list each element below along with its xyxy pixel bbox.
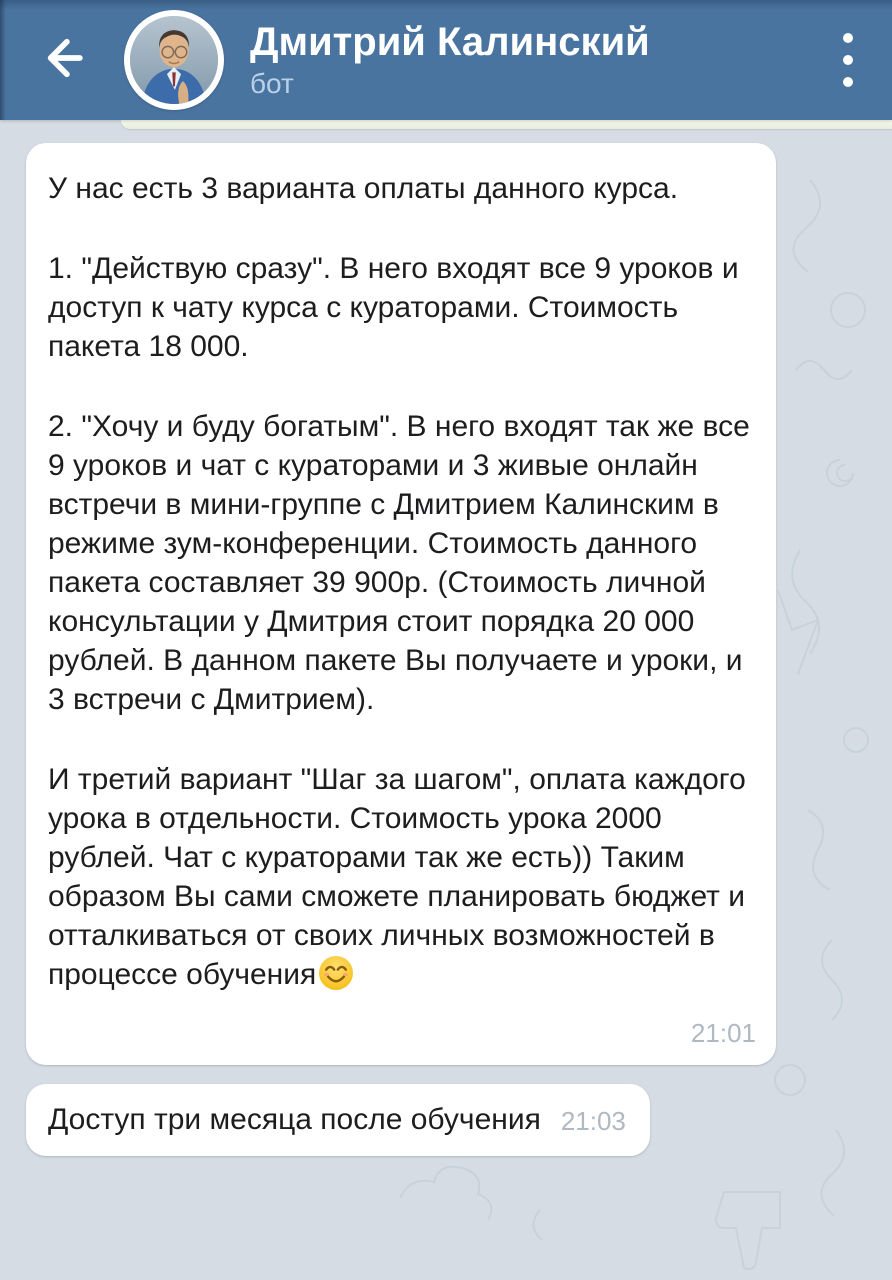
avatar[interactable]	[124, 10, 224, 110]
message-bubble[interactable]	[26, 143, 776, 1065]
message-timestamp: 21:03	[560, 1106, 626, 1136]
back-button[interactable]	[30, 28, 94, 92]
message-text: Доступ три месяца после обучения	[48, 1103, 541, 1136]
header-info[interactable]	[250, 20, 818, 100]
chat-header	[0, 0, 892, 120]
smiling-face-emoji	[318, 955, 354, 991]
message-timestamp: 21:01	[690, 1018, 756, 1048]
chat-title: Дмитрий Калинский	[250, 20, 650, 65]
message-paragraph: 1. "Действую сразу". В него входят все 9 уроков и доступ к чату курса с кураторами. Стоимость пакета 18 000.	[48, 252, 739, 363]
previous-message-fragment	[121, 120, 892, 129]
message-paragraph-text: И третий вариант "Шаг за шагом", оплата каждого урока в отдельности. Стоимость урока 2000 рублей. Чат с кураторами так же есть)) Таким образом Вы сами сможете планировать бюджет и отталкиваться от своих личных возможностей в процессе обучения	[48, 763, 746, 991]
message-paragraph: У нас есть 3 варианта оплаты данного курса.	[48, 172, 679, 205]
message-bubble[interactable]	[26, 1084, 650, 1156]
message-paragraph	[48, 760, 754, 994]
chat-status: бот	[250, 67, 294, 99]
kebab-menu-icon	[843, 33, 853, 87]
chat-area	[0, 120, 892, 1280]
menu-button[interactable]	[818, 20, 878, 100]
avatar-portrait	[130, 16, 218, 104]
message-paragraph: 2. "Хочу и буду богатым". В него входят так же все 9 уроков и чат с кураторами и 3 живые онлайн встречи в мини-группе с Дмитрием Калинским в режиме зум-конференции. Стоимость данного пакета составляет 39 900р. (Стоимость личной консультации у Дмитрия стоит порядка 20 000 рублей. В данном пакете Вы получаете и уроки, и 3 встречи с Дмитрием).	[48, 410, 750, 716]
arrow-left-icon	[36, 32, 88, 89]
